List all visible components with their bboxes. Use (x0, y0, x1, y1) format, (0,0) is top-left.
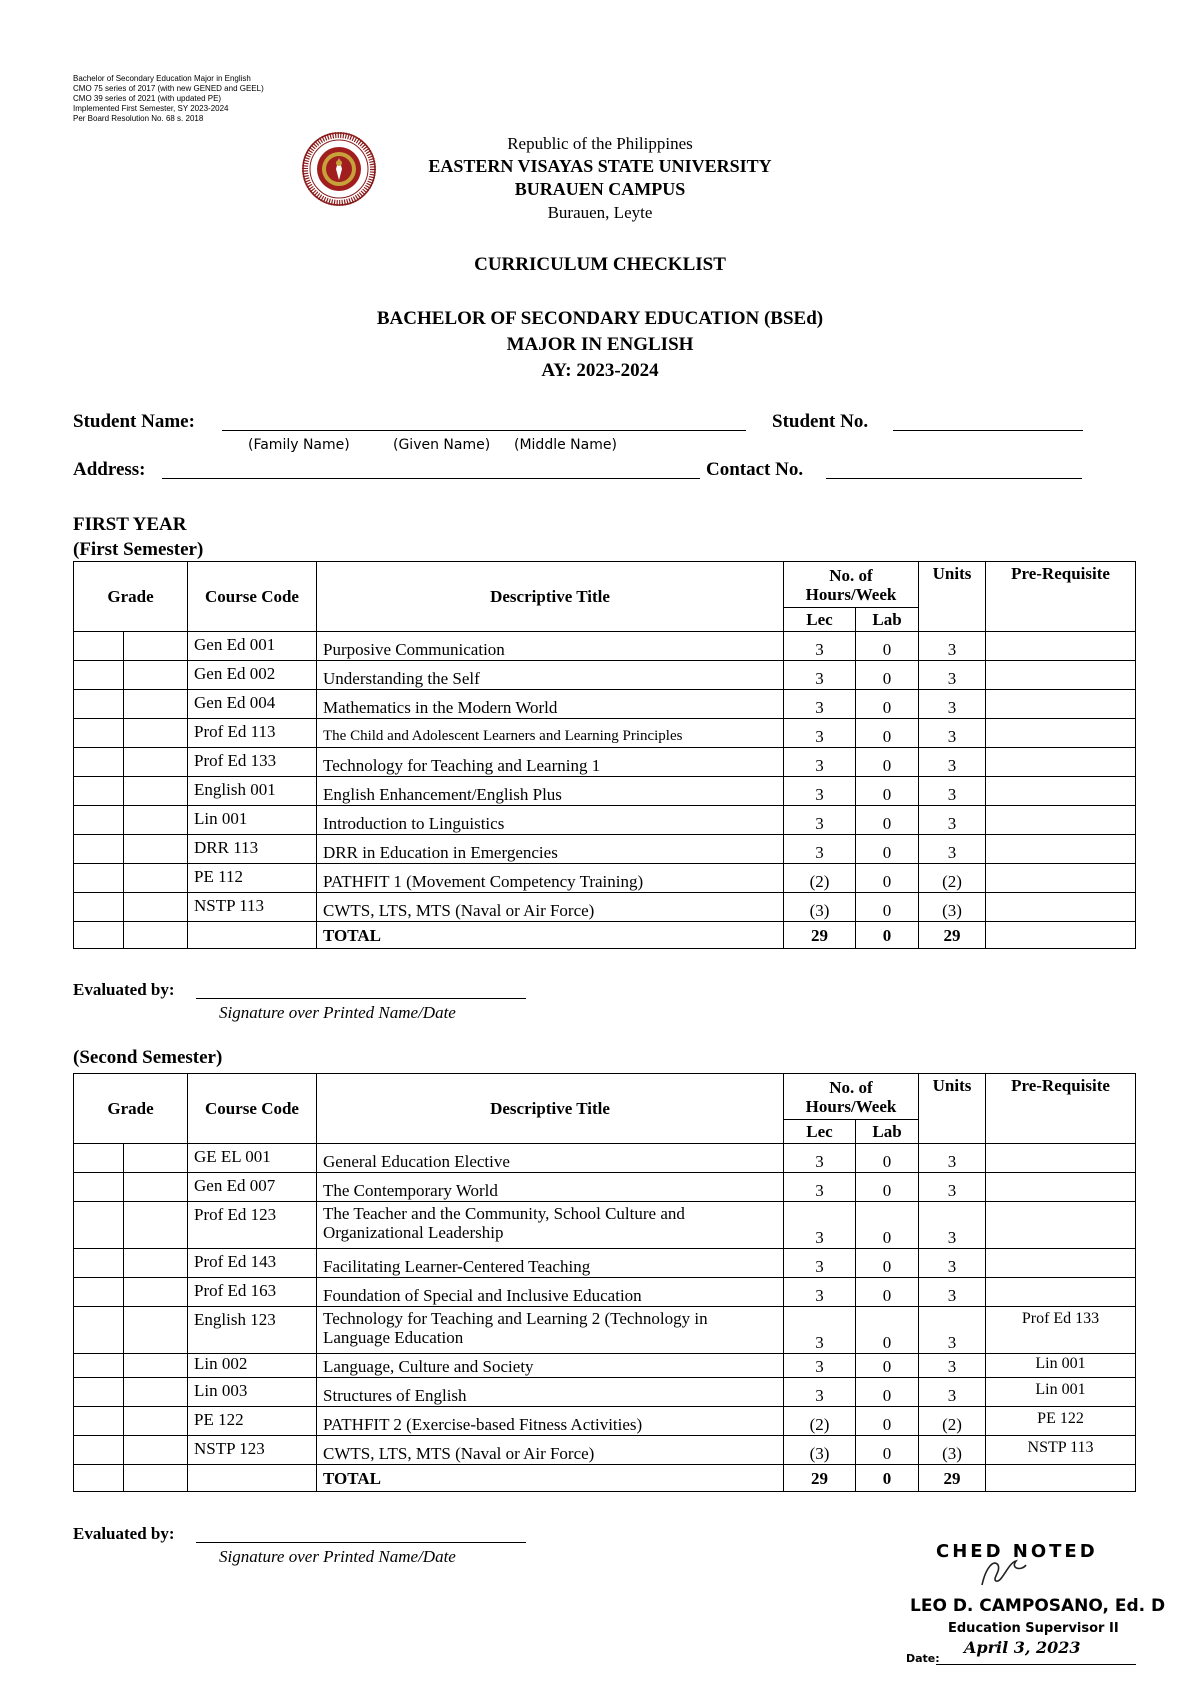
grade-cell[interactable] (74, 806, 124, 835)
prerequisite (986, 1465, 1136, 1492)
grade-cell (124, 922, 188, 949)
meta-line: CMO 75 series of 2017 (with new GENED and GEEL) (73, 84, 264, 93)
course-title: English Enhancement/English Plus (317, 777, 784, 806)
student-no-field[interactable] (893, 430, 1083, 431)
units: 3 (919, 777, 986, 806)
semester-2-label: (Second Semester) (73, 1047, 223, 1068)
prerequisite (986, 719, 1136, 748)
student-name-label: Student Name: (73, 411, 195, 432)
meta-line: Bachelor of Secondary Education Major in English (73, 74, 251, 83)
course-title: PATHFIT 1 (Movement Competency Training) (317, 864, 784, 893)
ched-officer-name: LEO D. CAMPOSANO, Ed. D (910, 1596, 1166, 1616)
lab-hours: 0 (856, 1378, 919, 1407)
course-code-header: Course Code (188, 562, 317, 632)
grade-cell[interactable] (124, 1354, 188, 1378)
lec-hours: 3 (784, 1307, 856, 1354)
lab-hours: 0 (856, 661, 919, 690)
grade-cell[interactable] (74, 1436, 124, 1465)
units: 3 (919, 1278, 986, 1307)
grade-cell[interactable] (124, 777, 188, 806)
prerequisite-header: Pre-Requisite (986, 562, 1136, 632)
course-code: Gen Ed 007 (188, 1173, 317, 1202)
total-lab: 0 (856, 1465, 919, 1492)
program-major: MAJOR IN ENGLISH (506, 334, 694, 355)
lab-hours: 0 (856, 690, 919, 719)
table-row (74, 1354, 1136, 1378)
grade-cell[interactable] (74, 777, 124, 806)
grade-cell[interactable] (124, 1202, 188, 1249)
evaluator-signature-field[interactable] (196, 998, 526, 999)
course-code (188, 1465, 317, 1492)
grade-cell[interactable] (74, 1378, 124, 1407)
program-block (0, 306, 1200, 384)
lec-hours: (3) (784, 893, 856, 922)
prerequisite (986, 690, 1136, 719)
total-row (74, 922, 1136, 949)
grade-cell[interactable] (124, 1278, 188, 1307)
table-row (74, 661, 1136, 690)
meta-line: CMO 39 series of 2021 (with updated PE) (73, 94, 222, 103)
units: 3 (919, 1173, 986, 1202)
lab-hours: 0 (856, 893, 919, 922)
lab-header: Lab (856, 1120, 919, 1144)
grade-cell (74, 922, 124, 949)
lec-hours: 3 (784, 806, 856, 835)
grade-cell[interactable] (74, 1407, 124, 1436)
lab-hours: 0 (856, 632, 919, 661)
units-header: Units (919, 562, 986, 632)
grade-cell[interactable] (124, 1378, 188, 1407)
prerequisite: NSTP 113 (986, 1436, 1136, 1465)
lec-hours: 3 (784, 748, 856, 777)
table-row (74, 1436, 1136, 1465)
course-code (188, 922, 317, 949)
course-code: Lin 003 (188, 1378, 317, 1407)
units: 3 (919, 719, 986, 748)
lec-hours: 3 (784, 661, 856, 690)
contact-no-field[interactable] (826, 478, 1082, 479)
total-lec: 29 (784, 922, 856, 949)
total-label: TOTAL (317, 922, 784, 949)
course-code: Gen Ed 001 (188, 632, 317, 661)
grade-cell[interactable] (124, 632, 188, 661)
grade-cell (74, 1465, 124, 1492)
table-row (74, 690, 1136, 719)
units: 3 (919, 1354, 986, 1378)
prerequisite: PE 122 (986, 1407, 1136, 1436)
units: 3 (919, 661, 986, 690)
course-code: Prof Ed 143 (188, 1249, 317, 1278)
table-row (74, 748, 1136, 777)
course-title: Technology for Teaching and Learning 1 (317, 748, 784, 777)
grade-cell[interactable] (124, 893, 188, 922)
prerequisite (986, 1278, 1136, 1307)
student-name-field[interactable] (222, 430, 746, 431)
course-code: GE EL 001 (188, 1144, 317, 1173)
grade-cell[interactable] (124, 1249, 188, 1278)
grade-cell[interactable] (124, 864, 188, 893)
lec-hours: (3) (784, 1436, 856, 1465)
grade-cell[interactable] (124, 1436, 188, 1465)
grade-cell[interactable] (74, 661, 124, 690)
contact-no-label: Contact No. (706, 459, 804, 480)
curriculum-meta (73, 74, 264, 124)
middle-name-caption: (Middle Name) (514, 437, 617, 453)
units: 3 (919, 1144, 986, 1173)
lab-hours: 0 (856, 1144, 919, 1173)
lab-hours: 0 (856, 1173, 919, 1202)
grade-cell[interactable] (124, 748, 188, 777)
total-lec: 29 (784, 1465, 856, 1492)
units: 3 (919, 806, 986, 835)
prerequisite (986, 1249, 1136, 1278)
course-title: Technology for Teaching and Learning 2 (Technology in Language Education (317, 1307, 784, 1354)
grade-cell[interactable] (74, 632, 124, 661)
course-code: Prof Ed 113 (188, 719, 317, 748)
prerequisite (986, 1202, 1136, 1249)
grade-header: Grade (74, 1074, 188, 1144)
table-row (74, 1173, 1136, 1202)
campus-name: BURAUEN CAMPUS (514, 179, 686, 199)
table-row (74, 1307, 1136, 1354)
prerequisite (986, 835, 1136, 864)
meta-line: Per Board Resolution No. 68 s. 2018 (73, 114, 204, 123)
lec-hours: 3 (784, 1278, 856, 1307)
prerequisite-header: Pre-Requisite (986, 1074, 1136, 1144)
units: (3) (919, 893, 986, 922)
hours-header: No. of Hours/Week (784, 1074, 919, 1120)
ched-noted-stamp: CHED NOTED (936, 1541, 1098, 1562)
units: 3 (919, 1202, 986, 1249)
lab-hours: 0 (856, 1354, 919, 1378)
units: (2) (919, 864, 986, 893)
units: 3 (919, 690, 986, 719)
course-code: Prof Ed 133 (188, 748, 317, 777)
semester-1-label: (First Semester) (73, 539, 204, 560)
course-title: CWTS, LTS, MTS (Naval or Air Force) (317, 893, 784, 922)
units: 3 (919, 1307, 986, 1354)
prerequisite (986, 632, 1136, 661)
ched-date-label: Date: (906, 1652, 940, 1665)
total-units: 29 (919, 922, 986, 949)
prerequisite (986, 777, 1136, 806)
grade-cell[interactable] (124, 835, 188, 864)
grade-cell[interactable] (74, 1144, 124, 1173)
lec-hours: 3 (784, 1249, 856, 1278)
grade-cell[interactable] (74, 893, 124, 922)
total-units: 29 (919, 1465, 986, 1492)
grade-cell[interactable] (124, 806, 188, 835)
prerequisite (986, 806, 1136, 835)
lab-hours: 0 (856, 1436, 919, 1465)
prerequisite (986, 893, 1136, 922)
course-title: Purposive Communication (317, 632, 784, 661)
course-title: The Contemporary World (317, 1173, 784, 1202)
course-code: NSTP 113 (188, 893, 317, 922)
units: 3 (919, 1378, 986, 1407)
course-code: Lin 001 (188, 806, 317, 835)
ched-officer-position: Education Supervisor II (948, 1621, 1119, 1636)
course-title: Language, Culture and Society (317, 1354, 784, 1378)
table-row (74, 1378, 1136, 1407)
course-code: PE 112 (188, 864, 317, 893)
course-title: The Child and Adolescent Learners and Learning Principles (317, 719, 784, 748)
table-row (74, 893, 1136, 922)
lec-hours: 3 (784, 632, 856, 661)
lab-hours: 0 (856, 835, 919, 864)
evaluator-signature-field[interactable] (196, 1542, 526, 1543)
meta-line: Implemented First Semester, SY 2023-2024 (73, 104, 229, 113)
lec-hours: 3 (784, 835, 856, 864)
lec-hours: 3 (784, 690, 856, 719)
units-header: Units (919, 1074, 986, 1144)
grade-cell[interactable] (124, 719, 188, 748)
table-row (74, 1144, 1136, 1173)
lec-hours: 3 (784, 719, 856, 748)
units: 3 (919, 748, 986, 777)
grade-cell[interactable] (74, 1249, 124, 1278)
republic-label: Republic of the Philippines (507, 134, 693, 153)
course-code: DRR 113 (188, 835, 317, 864)
prerequisite: Lin 001 (986, 1354, 1136, 1378)
lab-hours: 0 (856, 719, 919, 748)
prerequisite (986, 748, 1136, 777)
given-name-caption: (Given Name) (393, 437, 491, 453)
course-code: Gen Ed 004 (188, 690, 317, 719)
course-code: Prof Ed 163 (188, 1278, 317, 1307)
lec-hours: 3 (784, 1378, 856, 1407)
lec-header: Lec (784, 1120, 856, 1144)
table-row (74, 835, 1136, 864)
grade-cell[interactable] (74, 719, 124, 748)
grade-cell[interactable] (124, 1407, 188, 1436)
evaluated-by-label: Evaluated by: (73, 1524, 175, 1543)
course-code: Lin 002 (188, 1354, 317, 1378)
lab-hours: 0 (856, 1202, 919, 1249)
lab-hours: 0 (856, 777, 919, 806)
course-title: CWTS, LTS, MTS (Naval or Air Force) (317, 1436, 784, 1465)
university-name: EASTERN VISAYAS STATE UNIVERSITY (428, 156, 772, 176)
course-title: General Education Elective (317, 1144, 784, 1173)
course-title: Facilitating Learner-Centered Teaching (317, 1249, 784, 1278)
course-title: The Teacher and the Community, School Culture and Organizational Leadership (317, 1202, 784, 1249)
grade-cell[interactable] (74, 1278, 124, 1307)
units: 3 (919, 632, 986, 661)
lec-hours: 3 (784, 777, 856, 806)
course-code: English 001 (188, 777, 317, 806)
prerequisite (986, 1144, 1136, 1173)
table-row (74, 1249, 1136, 1278)
grade-cell[interactable] (74, 690, 124, 719)
prerequisite (986, 661, 1136, 690)
address-field[interactable] (162, 478, 700, 479)
signature-caption: Signature over Printed Name/Date (219, 1547, 456, 1566)
evaluated-by-label: Evaluated by: (73, 980, 175, 999)
student-no-label: Student No. (772, 411, 869, 432)
course-code: PE 122 (188, 1407, 317, 1436)
course-title: Mathematics in the Modern World (317, 690, 784, 719)
document-title: CURRICULUM CHECKLIST (474, 254, 726, 275)
table-row (74, 777, 1136, 806)
grade-cell[interactable] (74, 748, 124, 777)
year-label: FIRST YEAR (73, 514, 187, 535)
grade-cell[interactable] (124, 1144, 188, 1173)
course-code: Prof Ed 123 (188, 1202, 317, 1249)
grade-cell[interactable] (74, 1173, 124, 1202)
table-row (74, 806, 1136, 835)
course-title: PATHFIT 2 (Exercise-based Fitness Activities) (317, 1407, 784, 1436)
units: 3 (919, 835, 986, 864)
descriptive-title-header: Descriptive Title (317, 1074, 784, 1144)
units: (2) (919, 1407, 986, 1436)
lec-hours: 3 (784, 1144, 856, 1173)
year-heading (73, 512, 203, 562)
address-label: Address: (73, 459, 146, 480)
table-row (74, 719, 1136, 748)
table-row (74, 1407, 1136, 1436)
prerequisite (986, 1173, 1136, 1202)
course-code: Gen Ed 002 (188, 661, 317, 690)
grade-cell[interactable] (74, 835, 124, 864)
prerequisite: Lin 001 (986, 1378, 1136, 1407)
total-label: TOTAL (317, 1465, 784, 1492)
lab-hours: 0 (856, 748, 919, 777)
program-name: BACHELOR OF SECONDARY EDUCATION (BSEd) (376, 308, 824, 329)
prerequisite (986, 864, 1136, 893)
family-name-caption: (Family Name) (248, 437, 350, 453)
grade-header: Grade (74, 562, 188, 632)
grade-cell[interactable] (74, 1354, 124, 1378)
lec-hours: 3 (784, 1202, 856, 1249)
lec-header: Lec (784, 608, 856, 632)
lab-hours: 0 (856, 1278, 919, 1307)
table-row (74, 632, 1136, 661)
units: (3) (919, 1436, 986, 1465)
course-code: NSTP 123 (188, 1436, 317, 1465)
lab-hours: 0 (856, 1307, 919, 1354)
academic-year: AY: 2023-2024 (541, 360, 659, 381)
signature-caption: Signature over Printed Name/Date (219, 1003, 456, 1022)
grade-cell[interactable] (124, 690, 188, 719)
course-code-header: Course Code (188, 1074, 317, 1144)
handwritten-signature (972, 1555, 1032, 1594)
campus-location: Burauen, Leyte (547, 203, 653, 222)
hours-header: No. of Hours/Week (784, 562, 919, 608)
first-semester-table (73, 561, 1136, 949)
lab-hours: 0 (856, 1407, 919, 1436)
course-title: DRR in Education in Emergencies (317, 835, 784, 864)
units: 3 (919, 1249, 986, 1278)
table-row (74, 864, 1136, 893)
lab-hours: 0 (856, 806, 919, 835)
prerequisite: Prof Ed 133 (986, 1307, 1136, 1354)
ched-date-line (936, 1664, 1136, 1665)
total-lab: 0 (856, 922, 919, 949)
course-title: Foundation of Special and Inclusive Education (317, 1278, 784, 1307)
ched-date-value: April 3, 2023 (964, 1638, 1081, 1657)
prerequisite (986, 922, 1136, 949)
course-code: English 123 (188, 1307, 317, 1354)
course-title: Understanding the Self (317, 661, 784, 690)
table-row (74, 1202, 1136, 1249)
grade-cell[interactable] (124, 1307, 188, 1354)
grade-cell[interactable] (74, 1202, 124, 1249)
grade-cell[interactable] (124, 1173, 188, 1202)
descriptive-title-header: Descriptive Title (317, 562, 784, 632)
lec-hours: 3 (784, 1173, 856, 1202)
grade-cell[interactable] (124, 661, 188, 690)
grade-cell[interactable] (74, 1307, 124, 1354)
lab-hours: 0 (856, 1249, 919, 1278)
course-title: Structures of English (317, 1378, 784, 1407)
lec-hours: 3 (784, 1354, 856, 1378)
grade-cell (124, 1465, 188, 1492)
course-title: Introduction to Linguistics (317, 806, 784, 835)
second-semester-table (73, 1073, 1136, 1492)
grade-cell[interactable] (74, 864, 124, 893)
lec-hours: (2) (784, 864, 856, 893)
lab-header: Lab (856, 608, 919, 632)
total-row (74, 1465, 1136, 1492)
lab-hours: 0 (856, 864, 919, 893)
table-row (74, 1278, 1136, 1307)
lec-hours: (2) (784, 1407, 856, 1436)
